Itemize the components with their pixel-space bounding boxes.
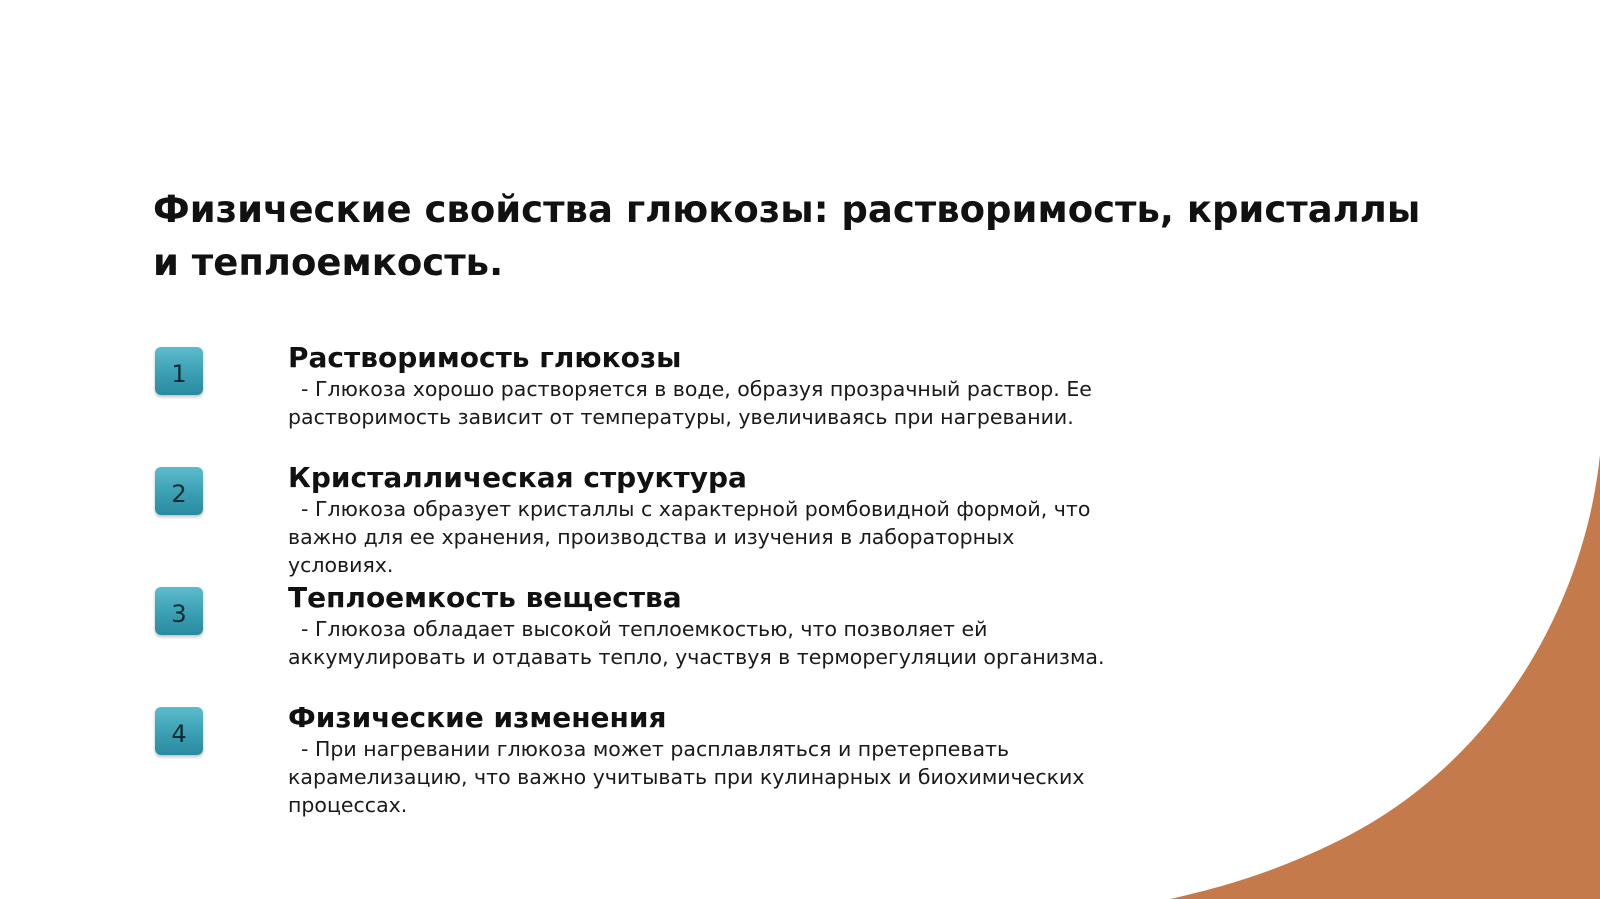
list-item-text: - Глюкоза образует кристаллы с характерной ромбовидной формой, что важно для ее хранения, производства и изучения в лабораторных условиях.	[288, 497, 1097, 577]
slide-title: Физические свойства глюкозы: растворимость, кристаллы и теплоемкость.	[153, 188, 1421, 284]
number-badge: 4	[155, 707, 203, 755]
list-item-heading: Физические изменения	[288, 701, 667, 734]
list-item-text: - Глюкоза обладает высокой теплоемкостью, что позволяет ей аккумулировать и отдавать тепло, участвуя в терморегуляции организма.	[288, 617, 1105, 669]
list-item-text: - Глюкоза хорошо растворяется в воде, образуя прозрачный раствор. Ее растворимость зависит от температуры, увеличиваясь при нагревании.	[288, 377, 1099, 429]
list-item-body	[288, 461, 1118, 579]
list-item-heading: Кристаллическая структура	[288, 461, 747, 494]
number-badge: 1	[155, 347, 203, 395]
list-item-body	[288, 341, 1118, 431]
number-badge: 2	[155, 467, 203, 515]
list-item-body	[288, 701, 1118, 819]
list-item-heading: Растворимость глюкозы	[288, 341, 682, 374]
number-badge: 3	[155, 587, 203, 635]
list-item-body	[288, 581, 1118, 671]
list-item-text: - При нагревании глюкоза может расплавляться и претерпевать карамелизацию, что важно учитывать при кулинарных и биохимических процессах.	[288, 737, 1091, 817]
list-item-heading: Теплоемкость вещества	[288, 581, 682, 614]
